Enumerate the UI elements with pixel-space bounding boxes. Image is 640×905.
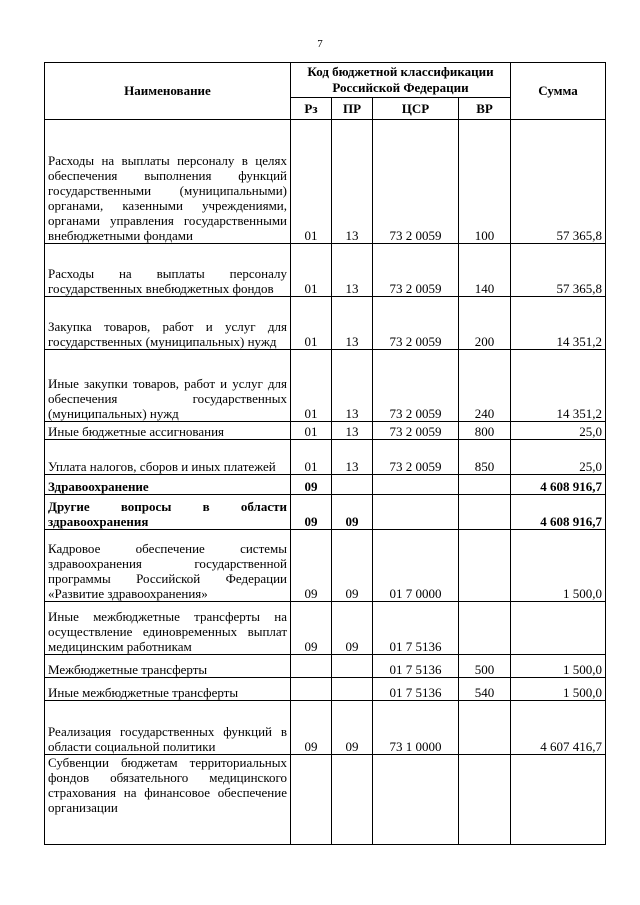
row-csr: 73 2 0059 (373, 244, 459, 297)
row-rz: 01 (291, 120, 332, 244)
row-name: Другие вопросы в области здравоохранения (45, 495, 291, 530)
row-pr (332, 475, 373, 495)
row-vr: 500 (459, 655, 511, 678)
row-vr: 100 (459, 120, 511, 244)
table-row-subsection (45, 495, 606, 530)
row-sum: 1 500,0 (511, 530, 606, 602)
table-row (45, 602, 606, 655)
row-rz: 01 (291, 422, 332, 440)
row-csr (373, 495, 459, 530)
row-sum: 57 365,8 (511, 120, 606, 244)
row-sum: 1 500,0 (511, 678, 606, 701)
header-vr: ВР (459, 98, 511, 120)
row-name: Реализация государственных функций в области социальной политики (45, 701, 291, 755)
row-csr: 01 7 5136 (373, 678, 459, 701)
row-vr: 800 (459, 422, 511, 440)
table-row (45, 530, 606, 602)
row-sum (511, 602, 606, 655)
header-csr: ЦСР (373, 98, 459, 120)
row-name: Расходы на выплаты персоналу государственных внебюджетных фондов (45, 244, 291, 297)
row-name: Субвенции бюджетам территориальных фондов обязательного медицинского страхования на финансовое обеспечение организации (45, 755, 291, 845)
row-sum: 14 351,2 (511, 297, 606, 350)
row-csr: 73 2 0059 (373, 350, 459, 422)
row-sum: 14 351,2 (511, 350, 606, 422)
row-sum: 4 607 416,7 (511, 701, 606, 755)
row-rz: 01 (291, 244, 332, 297)
table-row (45, 244, 606, 297)
budget-table (44, 62, 606, 845)
row-vr (459, 755, 511, 845)
row-sum (511, 755, 606, 845)
row-pr (332, 755, 373, 845)
table-row (45, 678, 606, 701)
table-row (45, 297, 606, 350)
row-csr: 73 2 0059 (373, 120, 459, 244)
row-csr (373, 755, 459, 845)
row-pr: 13 (332, 244, 373, 297)
row-sum: 57 365,8 (511, 244, 606, 297)
row-name: Иные закупки товаров, работ и услуг для обеспечения государственных (муниципальных) нужд (45, 350, 291, 422)
row-rz: 09 (291, 602, 332, 655)
row-csr: 01 7 5136 (373, 655, 459, 678)
row-pr: 13 (332, 350, 373, 422)
row-vr (459, 475, 511, 495)
row-sum: 25,0 (511, 440, 606, 475)
table-row (45, 350, 606, 422)
row-rz: 09 (291, 701, 332, 755)
row-pr: 13 (332, 422, 373, 440)
header-code-group: Код бюджетной классификации Российской Федерации (291, 63, 511, 98)
table-row-section (45, 475, 606, 495)
row-vr (459, 530, 511, 602)
row-rz: 09 (291, 495, 332, 530)
row-name: Здравоохранение (45, 475, 291, 495)
row-rz (291, 678, 332, 701)
row-csr: 73 2 0059 (373, 422, 459, 440)
row-pr: 09 (332, 701, 373, 755)
table-row (45, 655, 606, 678)
row-sum: 25,0 (511, 422, 606, 440)
header-pr: ПР (332, 98, 373, 120)
header-row-top (45, 63, 606, 98)
row-csr: 73 2 0059 (373, 297, 459, 350)
row-pr: 13 (332, 297, 373, 350)
row-csr (373, 475, 459, 495)
table-row (45, 422, 606, 440)
row-vr (459, 701, 511, 755)
table-row (45, 701, 606, 755)
row-rz: 09 (291, 530, 332, 602)
row-vr: 140 (459, 244, 511, 297)
row-vr (459, 602, 511, 655)
table-row (45, 755, 606, 845)
row-rz: 09 (291, 475, 332, 495)
table-row (45, 120, 606, 244)
header-name: Наименование (45, 63, 291, 120)
row-rz (291, 755, 332, 845)
row-vr: 200 (459, 297, 511, 350)
row-rz: 01 (291, 350, 332, 422)
page-number: 7 (317, 38, 323, 50)
header-sum: Сумма (511, 63, 606, 120)
row-vr (459, 495, 511, 530)
row-rz: 01 (291, 440, 332, 475)
row-csr: 73 2 0059 (373, 440, 459, 475)
row-pr: 09 (332, 602, 373, 655)
row-vr: 540 (459, 678, 511, 701)
row-csr: 01 7 0000 (373, 530, 459, 602)
row-name: Иные межбюджетные трансферты на осуществление единовременных выплат медицинским работникам (45, 602, 291, 655)
row-vr: 850 (459, 440, 511, 475)
header-rz: Рз (291, 98, 332, 120)
row-rz (291, 655, 332, 678)
row-pr (332, 678, 373, 701)
row-csr: 73 1 0000 (373, 701, 459, 755)
row-name: Иные бюджетные ассигнования (45, 422, 291, 440)
row-vr: 240 (459, 350, 511, 422)
row-sum: 1 500,0 (511, 655, 606, 678)
row-sum: 4 608 916,7 (511, 475, 606, 495)
row-name: Межбюджетные трансферты (45, 655, 291, 678)
row-rz: 01 (291, 297, 332, 350)
row-name: Закупка товаров, работ и услуг для государственных (муниципальных) нужд (45, 297, 291, 350)
row-pr: 09 (332, 530, 373, 602)
row-pr: 13 (332, 440, 373, 475)
row-pr: 13 (332, 120, 373, 244)
row-pr (332, 655, 373, 678)
row-sum: 4 608 916,7 (511, 495, 606, 530)
row-name: Уплата налогов, сборов и иных платежей (45, 440, 291, 475)
row-pr: 09 (332, 495, 373, 530)
row-name: Кадровое обеспечение системы здравоохранения государственной программы Российской Федерации «Развитие здравоохранения» (45, 530, 291, 602)
row-csr: 01 7 5136 (373, 602, 459, 655)
row-name: Расходы на выплаты персоналу в целях обеспечения выполнения функций государственными (муниципальными) органами, казенными учреждениями, органами управления государственными внебюджетными фондами (45, 120, 291, 244)
row-name: Иные межбюджетные трансферты (45, 678, 291, 701)
table-row (45, 440, 606, 475)
